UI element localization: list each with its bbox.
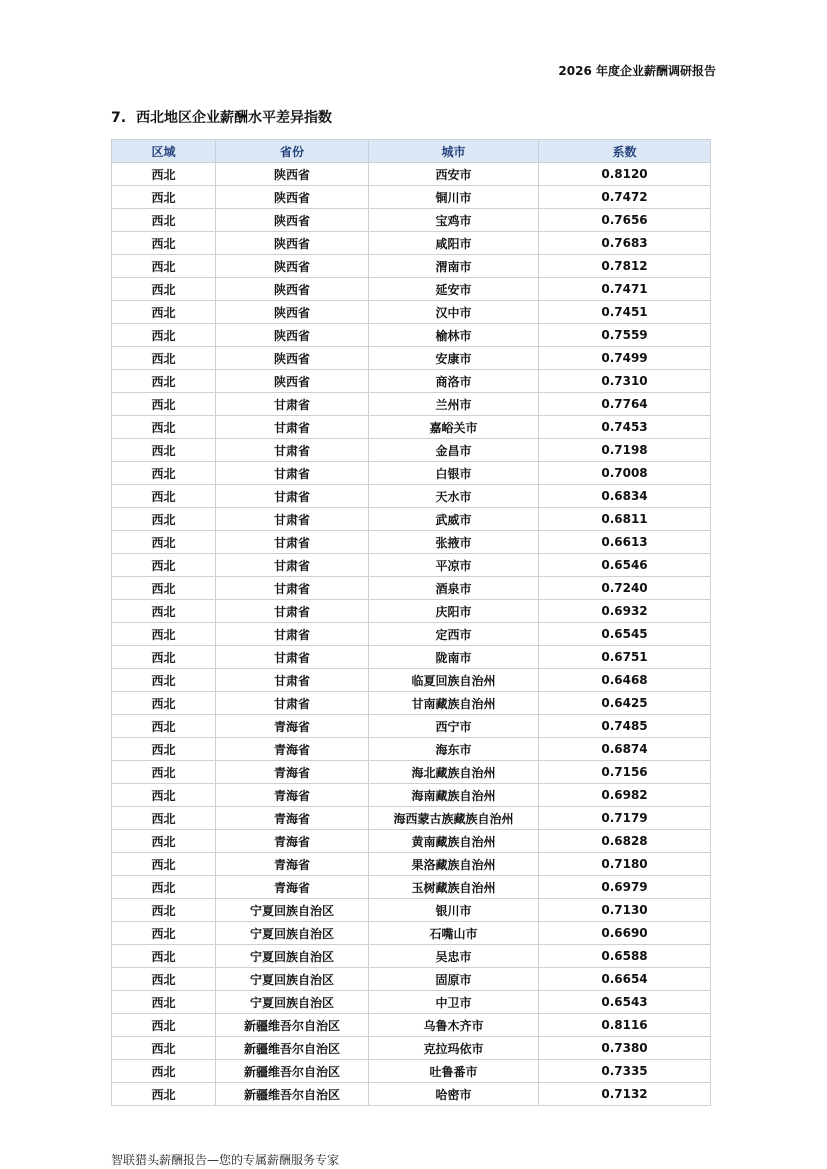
table-row [112, 761, 711, 784]
cell-region: 西北 [112, 945, 216, 968]
cell-province: 甘肃省 [216, 531, 369, 554]
table-row [112, 416, 711, 439]
cell-province: 陕西省 [216, 163, 369, 186]
cell-region: 西北 [112, 347, 216, 370]
table-row [112, 439, 711, 462]
cell-region: 西北 [112, 669, 216, 692]
cell-province: 新疆维吾尔自治区 [216, 1014, 369, 1037]
table-row [112, 324, 711, 347]
table-row [112, 255, 711, 278]
table-row [112, 807, 711, 830]
table-row [112, 853, 711, 876]
cell-city: 吴忠市 [369, 945, 539, 968]
cell-coefficient: 0.6654 [539, 968, 711, 991]
table-row [112, 899, 711, 922]
cell-city: 延安市 [369, 278, 539, 301]
cell-province: 甘肃省 [216, 600, 369, 623]
cell-coefficient: 0.7179 [539, 807, 711, 830]
cell-city: 哈密市 [369, 1083, 539, 1106]
cell-region: 西北 [112, 1037, 216, 1060]
cell-city: 吐鲁番市 [369, 1060, 539, 1083]
cell-province: 陕西省 [216, 370, 369, 393]
table-row [112, 462, 711, 485]
cell-coefficient: 0.7130 [539, 899, 711, 922]
cell-coefficient: 0.7471 [539, 278, 711, 301]
table-row [112, 922, 711, 945]
cell-city: 嘉峪关市 [369, 416, 539, 439]
table-row [112, 301, 711, 324]
table-row [112, 163, 711, 186]
cell-city: 榆林市 [369, 324, 539, 347]
cell-region: 西北 [112, 577, 216, 600]
column-header-region: 区域 [112, 140, 216, 163]
table-row [112, 186, 711, 209]
cell-region: 西北 [112, 370, 216, 393]
table-row [112, 393, 711, 416]
cell-province: 甘肃省 [216, 669, 369, 692]
cell-coefficient: 0.6543 [539, 991, 711, 1014]
cell-coefficient: 0.7132 [539, 1083, 711, 1106]
table-row [112, 531, 711, 554]
cell-province: 甘肃省 [216, 416, 369, 439]
table-row [112, 209, 711, 232]
cell-region: 西北 [112, 1060, 216, 1083]
cell-city: 金昌市 [369, 439, 539, 462]
cell-coefficient: 0.7198 [539, 439, 711, 462]
cell-city: 固原市 [369, 968, 539, 991]
cell-province: 青海省 [216, 853, 369, 876]
cell-coefficient: 0.7683 [539, 232, 711, 255]
cell-region: 西北 [112, 232, 216, 255]
cell-city: 黄南藏族自治州 [369, 830, 539, 853]
cell-city: 商洛市 [369, 370, 539, 393]
cell-region: 西北 [112, 531, 216, 554]
table-row [112, 485, 711, 508]
table-row [112, 1014, 711, 1037]
column-header-city: 城市 [369, 140, 539, 163]
cell-region: 西北 [112, 692, 216, 715]
cell-region: 西北 [112, 301, 216, 324]
table-row [112, 278, 711, 301]
cell-region: 西北 [112, 761, 216, 784]
cell-city: 定西市 [369, 623, 539, 646]
section-title-text: 西北地区企业薪酬水平差异指数 [136, 110, 333, 126]
cell-region: 西北 [112, 738, 216, 761]
table-row [112, 600, 711, 623]
cell-region: 西北 [112, 508, 216, 531]
cell-city: 张掖市 [369, 531, 539, 554]
table-row [112, 370, 711, 393]
cell-coefficient: 0.7485 [539, 715, 711, 738]
cell-city: 渭南市 [369, 255, 539, 278]
cell-city: 西安市 [369, 163, 539, 186]
cell-province: 陕西省 [216, 232, 369, 255]
cell-province: 青海省 [216, 715, 369, 738]
cell-region: 西北 [112, 554, 216, 577]
cell-region: 西北 [112, 416, 216, 439]
cell-city: 西宁市 [369, 715, 539, 738]
cell-city: 海东市 [369, 738, 539, 761]
cell-coefficient: 0.7499 [539, 347, 711, 370]
cell-region: 西北 [112, 600, 216, 623]
cell-region: 西北 [112, 462, 216, 485]
cell-province: 青海省 [216, 876, 369, 899]
cell-region: 西北 [112, 163, 216, 186]
cell-province: 甘肃省 [216, 462, 369, 485]
cell-province: 甘肃省 [216, 577, 369, 600]
cell-city: 海北藏族自治州 [369, 761, 539, 784]
cell-city: 酒泉市 [369, 577, 539, 600]
cell-city: 汉中市 [369, 301, 539, 324]
column-header-coefficient: 系数 [539, 140, 711, 163]
cell-region: 西北 [112, 830, 216, 853]
cell-province: 陕西省 [216, 301, 369, 324]
cell-city: 石嘴山市 [369, 922, 539, 945]
cell-coefficient: 0.6932 [539, 600, 711, 623]
table-row [112, 738, 711, 761]
cell-coefficient: 0.6751 [539, 646, 711, 669]
cell-city: 铜川市 [369, 186, 539, 209]
cell-coefficient: 0.6425 [539, 692, 711, 715]
cell-city: 平凉市 [369, 554, 539, 577]
cell-province: 陕西省 [216, 347, 369, 370]
table-row [112, 508, 711, 531]
table-row [112, 784, 711, 807]
cell-coefficient: 0.8116 [539, 1014, 711, 1037]
cell-coefficient: 0.7335 [539, 1060, 711, 1083]
table-row [112, 715, 711, 738]
table-row [112, 830, 711, 853]
cell-province: 甘肃省 [216, 393, 369, 416]
cell-province: 新疆维吾尔自治区 [216, 1037, 369, 1060]
cell-city: 武威市 [369, 508, 539, 531]
table-row [112, 1083, 711, 1106]
cell-coefficient: 0.7380 [539, 1037, 711, 1060]
cell-coefficient: 0.6588 [539, 945, 711, 968]
cell-province: 新疆维吾尔自治区 [216, 1083, 369, 1106]
cell-province: 新疆维吾尔自治区 [216, 1060, 369, 1083]
cell-region: 西北 [112, 876, 216, 899]
table-row [112, 968, 711, 991]
cell-province: 甘肃省 [216, 554, 369, 577]
cell-province: 甘肃省 [216, 485, 369, 508]
table-row [112, 945, 711, 968]
cell-region: 西北 [112, 1014, 216, 1037]
cell-city: 庆阳市 [369, 600, 539, 623]
cell-coefficient: 0.7156 [539, 761, 711, 784]
cell-region: 西北 [112, 853, 216, 876]
cell-region: 西北 [112, 439, 216, 462]
cell-region: 西北 [112, 623, 216, 646]
cell-region: 西北 [112, 393, 216, 416]
cell-city: 天水市 [369, 485, 539, 508]
cell-region: 西北 [112, 1083, 216, 1106]
cell-province: 甘肃省 [216, 692, 369, 715]
footer-text: 智联猎头薪酬报告—您的专属薪酬服务专家 [111, 1153, 340, 1167]
table-row [112, 577, 711, 600]
table-row [112, 646, 711, 669]
section-title [111, 107, 332, 127]
table-row [112, 692, 711, 715]
cell-city: 陇南市 [369, 646, 539, 669]
table-row [112, 991, 711, 1014]
cell-coefficient: 0.7008 [539, 462, 711, 485]
cell-region: 西北 [112, 922, 216, 945]
cell-city: 海西蒙古族藏族自治州 [369, 807, 539, 830]
cell-city: 玉树藏族自治州 [369, 876, 539, 899]
cell-province: 陕西省 [216, 209, 369, 232]
cell-province: 甘肃省 [216, 439, 369, 462]
cell-coefficient: 0.6613 [539, 531, 711, 554]
cell-province: 宁夏回族自治区 [216, 922, 369, 945]
cell-region: 西北 [112, 899, 216, 922]
cell-coefficient: 0.6811 [539, 508, 711, 531]
cell-province: 青海省 [216, 761, 369, 784]
cell-region: 西北 [112, 324, 216, 347]
table-row [112, 554, 711, 577]
cell-region: 西北 [112, 784, 216, 807]
cell-region: 西北 [112, 209, 216, 232]
table-row [112, 876, 711, 899]
cell-coefficient: 0.7472 [539, 186, 711, 209]
cell-city: 咸阳市 [369, 232, 539, 255]
cell-province: 青海省 [216, 807, 369, 830]
cell-city: 宝鸡市 [369, 209, 539, 232]
cell-province: 宁夏回族自治区 [216, 991, 369, 1014]
cell-province: 甘肃省 [216, 646, 369, 669]
cell-coefficient: 0.6690 [539, 922, 711, 945]
cell-city: 安康市 [369, 347, 539, 370]
cell-city: 银川市 [369, 899, 539, 922]
cell-coefficient: 0.6828 [539, 830, 711, 853]
cell-province: 青海省 [216, 784, 369, 807]
cell-province: 宁夏回族自治区 [216, 968, 369, 991]
table-row [112, 623, 711, 646]
cell-region: 西北 [112, 807, 216, 830]
cell-coefficient: 0.6545 [539, 623, 711, 646]
cell-coefficient: 0.7559 [539, 324, 711, 347]
table-row [112, 232, 711, 255]
table-row [112, 669, 711, 692]
cell-coefficient: 0.8120 [539, 163, 711, 186]
cell-coefficient: 0.7310 [539, 370, 711, 393]
cell-city: 兰州市 [369, 393, 539, 416]
cell-province: 陕西省 [216, 255, 369, 278]
cell-province: 陕西省 [216, 324, 369, 347]
cell-city: 克拉玛依市 [369, 1037, 539, 1060]
cell-city: 甘南藏族自治州 [369, 692, 539, 715]
cell-region: 西北 [112, 485, 216, 508]
cell-coefficient: 0.6546 [539, 554, 711, 577]
cell-coefficient: 0.6979 [539, 876, 711, 899]
cell-province: 甘肃省 [216, 508, 369, 531]
cell-coefficient: 0.7812 [539, 255, 711, 278]
cell-province: 宁夏回族自治区 [216, 945, 369, 968]
cell-province: 宁夏回族自治区 [216, 899, 369, 922]
section-number: 7. [111, 110, 127, 126]
cell-province: 甘肃省 [216, 623, 369, 646]
salary-index-table [111, 139, 711, 1106]
cell-region: 西北 [112, 968, 216, 991]
table-row [112, 1037, 711, 1060]
cell-coefficient: 0.6982 [539, 784, 711, 807]
cell-region: 西北 [112, 255, 216, 278]
table-header-row [112, 140, 711, 163]
report-header-title: 2026 年度企业薪酬调研报告 [558, 64, 716, 78]
cell-region: 西北 [112, 991, 216, 1014]
cell-city: 中卫市 [369, 991, 539, 1014]
cell-city: 乌鲁木齐市 [369, 1014, 539, 1037]
cell-province: 陕西省 [216, 278, 369, 301]
cell-coefficient: 0.7451 [539, 301, 711, 324]
cell-province: 青海省 [216, 830, 369, 853]
cell-city: 白银市 [369, 462, 539, 485]
cell-region: 西北 [112, 646, 216, 669]
cell-coefficient: 0.6834 [539, 485, 711, 508]
cell-region: 西北 [112, 278, 216, 301]
cell-region: 西北 [112, 186, 216, 209]
table-row [112, 1060, 711, 1083]
cell-province: 陕西省 [216, 186, 369, 209]
column-header-province: 省份 [216, 140, 369, 163]
table-row [112, 347, 711, 370]
table-body [112, 163, 711, 1106]
cell-coefficient: 0.6874 [539, 738, 711, 761]
cell-city: 临夏回族自治州 [369, 669, 539, 692]
cell-city: 海南藏族自治州 [369, 784, 539, 807]
cell-coefficient: 0.7240 [539, 577, 711, 600]
cell-coefficient: 0.6468 [539, 669, 711, 692]
cell-province: 青海省 [216, 738, 369, 761]
cell-city: 果洛藏族自治州 [369, 853, 539, 876]
cell-coefficient: 0.7180 [539, 853, 711, 876]
cell-coefficient: 0.7764 [539, 393, 711, 416]
cell-coefficient: 0.7453 [539, 416, 711, 439]
cell-region: 西北 [112, 715, 216, 738]
cell-coefficient: 0.7656 [539, 209, 711, 232]
